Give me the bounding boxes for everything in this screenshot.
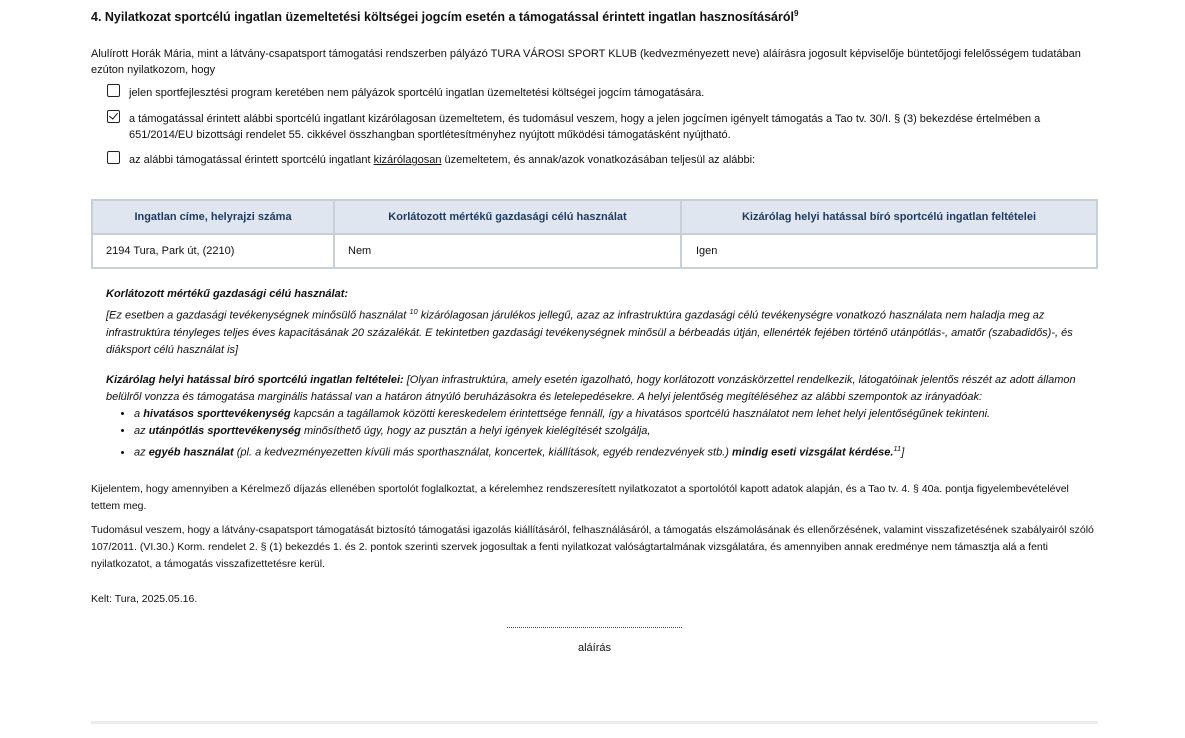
table-row bbox=[92, 234, 1097, 268]
criteria-list bbox=[106, 406, 1098, 462]
col-header-limited-use: Korlátozott mértékű gazdasági célú használat bbox=[334, 200, 681, 234]
limited-use-heading: Korlátozott mértékű gazdasági célú használat: bbox=[106, 288, 349, 300]
col-header-local-effect: Kizárólag helyi hatással bíró sportcélú ingatlan feltételei bbox=[681, 200, 1097, 234]
list-item bbox=[134, 406, 1098, 423]
local-effect-text: [Olyan infrastruktúra, amely esetén igazolható, hogy korlátozott vonzáskörzettel rendelkezik, látogatóinak jelentős részét az adott államon belülről vonzza és támogatása marginális hatással van a határon átnyúló beruházásokra és letelepedésekre. A helyi jelentőség megítéléséhez az alábbi szempontok az irányadóak: bbox=[106, 374, 1076, 403]
bullet-3-end: ] bbox=[901, 446, 905, 459]
local-effect-explanation bbox=[106, 372, 1098, 462]
signature-label: aláírás bbox=[578, 642, 612, 654]
footnote-ref-10[interactable]: 10 bbox=[409, 307, 418, 316]
option-conditions-met-label bbox=[107, 151, 1097, 168]
list-item bbox=[134, 423, 1098, 440]
limited-use-text-before: [Ez esetben a gazdasági tevékenységnek minősülő használat bbox=[106, 309, 410, 322]
local-effect-heading: Kizárólag helyi hatással bíró sportcélú ingatlan feltételei: bbox=[106, 374, 404, 386]
option-exclusive-operation bbox=[107, 110, 1097, 143]
list-item bbox=[134, 440, 1098, 462]
table-header-row bbox=[92, 200, 1097, 234]
option-no-application bbox=[107, 84, 1097, 101]
cell-address[interactable]: 2194 Tura, Park út, (2210) bbox=[92, 234, 334, 268]
declaration-athletes: Kijelentem, hogy amennyiben a Kérelmező díjazás ellenében sportolót foglalkoztat, a kérelemhez rendszeresített nyilatkozatot a sportolótól kapott adatok alapján, és a Tao tv. 4. § 40a. pontja figyelembevételével tettem meg. bbox=[91, 483, 1069, 512]
intro-paragraph: Alulírott Horák Mária, mint a látvány-csapatsport támogatási rendszerben pályázó TURA VÁROSI SPORT KLUB (kedvezményezett neve) aláírásra jogosult képviselője büntetőjogi felelősségem tudatában ezúton nyilatkozom, hogy bbox=[91, 48, 1081, 76]
date-line: Kelt: Tura, 2025.05.16. bbox=[91, 593, 198, 605]
cell-limited-use[interactable]: Nem bbox=[334, 234, 681, 268]
checkbox-no-application[interactable] bbox=[107, 84, 120, 97]
bullet-1-post: kapcsán a tagállamok közötti kereskedelem érintettsége fennáll, így a hivatásos sportcélú használatot nem lehet helyi jelentőségűnek tekinteni. bbox=[290, 408, 991, 420]
checkbox-conditions-met[interactable] bbox=[107, 151, 120, 164]
option-conditions-text-before: az alábbi támogatással érintett sportcélú ingatlant bbox=[129, 154, 374, 166]
page-bottom-divider bbox=[91, 721, 1098, 724]
option-conditions-met bbox=[107, 151, 1097, 168]
section-title bbox=[91, 9, 798, 24]
option-exclusive-operation-label bbox=[107, 110, 1097, 143]
bullet-3-bold-2: mindig eseti vizsgálat kérdése. bbox=[731, 446, 894, 459]
bullet-3-bold: egyéb használat bbox=[148, 446, 234, 459]
bullet-2-pre: az bbox=[134, 425, 149, 437]
property-table bbox=[91, 199, 1098, 269]
footnote-ref-11[interactable]: 11 bbox=[893, 444, 902, 453]
option-no-application-label: jelen sportfejlesztési program keretében nem pályázok sportcélú ingatlan üzemeltetési költségei jogcím támogatására. bbox=[129, 87, 705, 99]
declaration-acknowledgement: Tudomásul veszem, hogy a látvány-csapatsport támogatását biztosító támogatási igazolás kiállításáról, felhasználásáról, a támogatás elszámolásának és ellenőrzésének, valamint visszafizetésének szabályairól szóló 107/2011. (VI.30.) Korm. rendelet 2. § (1) bekezdés 1. és 2. pontok szerinti szervek jogosultak a fenti nyilatkozat valóságtartalmának vizsgálatára, és amennyiben annak eredménye nem támasztja alá a fenti nyilatkozatot, a támogatás visszafizettetésre kerül. bbox=[91, 524, 1094, 570]
bullet-3-pre: az bbox=[134, 446, 149, 459]
bullet-3-post: (pl. a kedvezményezetten kívüli más sporthasználat, koncertek, kiállítások, egyéb rendezvények stb.) bbox=[233, 446, 732, 459]
limited-use-explanation bbox=[106, 286, 1098, 359]
limited-use-text-after: kizárólagosan járulékos jellegű, azaz az infrastruktúra gazdasági célú tevékenységre vonatkozó használata nem haladja meg az infrastruktúra tényleges teljes éves kapacitásának 20 százalékát. E tekintetben gazdasági tevékenységnek minősül a bérbeadás útján, ellenérték fejében történő utánpótlás-, amatőr (szabadidős)-, és diáksport célú használat is] bbox=[106, 309, 1073, 356]
option-exclusive-operation-text: a támogatással érintett alábbi sportcélú ingatlant kizárólagosan üzemeltetem, és tudomásul veszem, hogy a jelen jogcímen igényelt támogatás a Tao tv. 30/I. § (3) bekezdése értelmében a 651/2014/EU bizottsági rendelet 55. cikkével összhangban sportlétesítményhez nyújtott működési támogatásként nyújtható. bbox=[129, 113, 1041, 141]
bullet-1-pre: a bbox=[134, 408, 144, 420]
option-conditions-text-after: üzemeltetem, és annak/azok vonatkozásában teljesül az alábbi: bbox=[441, 154, 756, 166]
cell-local-effect[interactable]: Igen bbox=[681, 234, 1097, 268]
bullet-2-post: minősíthető úgy, hogy az pusztán a helyi igények kielégítését szolgálja, bbox=[300, 425, 651, 437]
option-conditions-underlined: kizárólagosan bbox=[373, 154, 442, 166]
checkbox-exclusive-operation[interactable] bbox=[107, 110, 120, 123]
col-header-address: Ingatlan címe, helyrajzi száma bbox=[92, 200, 334, 234]
bullet-1-bold: hivatásos sporttevékenység bbox=[143, 408, 291, 420]
footnote-ref-9[interactable]: 9 bbox=[794, 9, 799, 18]
section-title-text: 4. Nyilatkozat sportcélú ingatlan üzemeltetési költségei jogcím esetén a támogatással érintett ingatlan hasznosításáról bbox=[91, 10, 794, 25]
bullet-2-bold: utánpótlás sporttevékenység bbox=[148, 425, 301, 437]
signature-line bbox=[507, 627, 682, 628]
